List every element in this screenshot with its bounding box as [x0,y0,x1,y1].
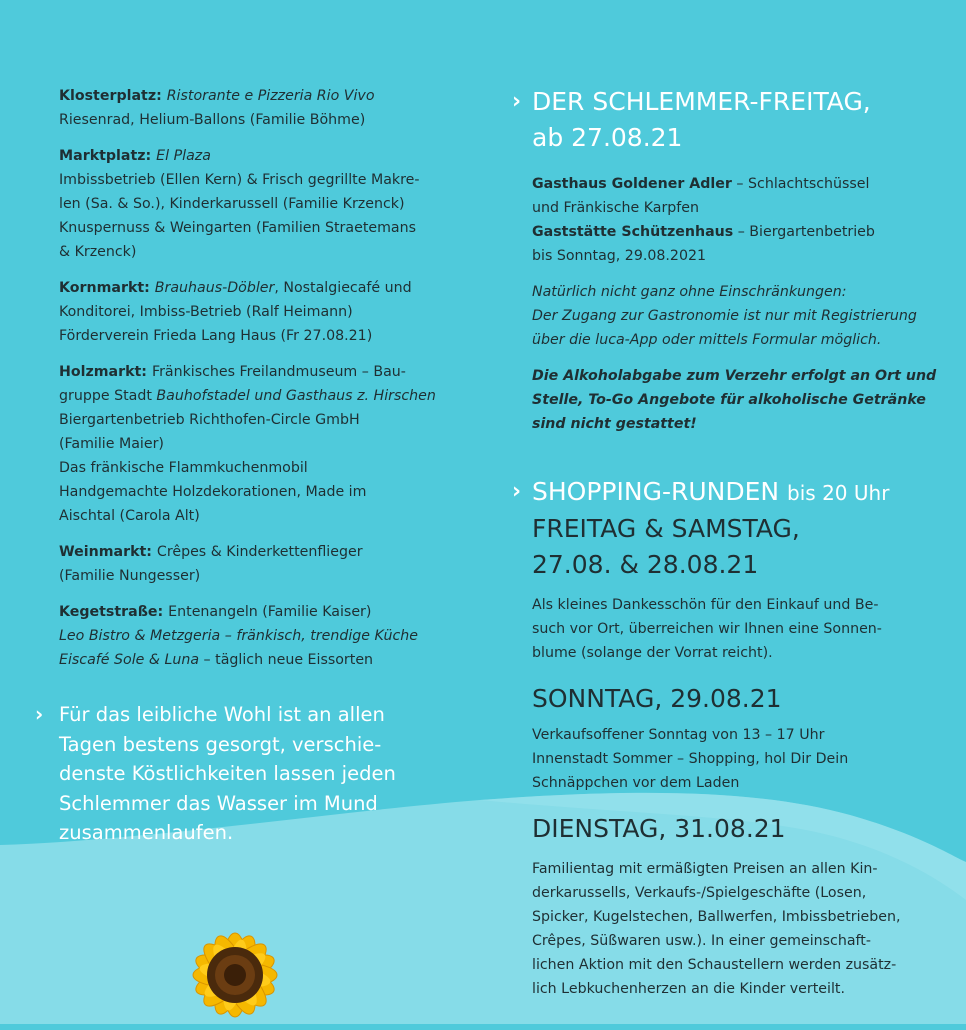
location-block [59,276,449,348]
text-line [59,84,449,108]
location-label: Holzmarkt: [59,364,152,380]
left-column [59,84,449,684]
text-segment: – Schlachtschüssel [731,176,870,192]
text-segment: Eiscafé Sole & Luna [59,652,200,668]
intro-line: Schlemmer das Wasser im Mund [59,791,378,815]
text-line [59,480,449,504]
sunday-title: SONNTAG, 29.08.21 [532,684,782,713]
text-segment: bis Sonntag, 29.08.2021 [532,248,707,264]
text-line [59,456,449,480]
schlemmer-venues [512,172,932,268]
text-line [59,324,449,348]
text-line [59,108,449,132]
sunflower-image [150,890,320,1030]
text-line [532,244,932,268]
location-label: Marktplatz: [59,148,157,164]
text-line [59,276,449,300]
text-line [59,144,449,168]
chevron-right-icon: › [512,89,522,114]
text-segment: Konditorei, Imbiss-Betrieb (Ralf Heimann) [59,304,353,320]
shopping-title: › SHOPPING-RUNDEN bis 20 Uhr [512,474,932,511]
text-line [59,648,449,672]
tuesday-text: Familientag mit ermäßigten Preisen an allen Kin- derkarussells, Verkaufs-/Spielgeschäfte (Losen, Spicker, Kugelstechen, Ballwerfen, Imbissbetrieben, Crêpes, Süßwaren usw.). In einer gemeinschaft- lichen Aktion mit den Schaustellern werden zusätz- lich Lebkuchenherzen an die Kinder verteilt. [532,861,901,997]
location-label: Klosterplatz: [59,88,167,104]
text-segment: , Nostalgiecafé und [274,280,412,296]
text-line [59,504,449,528]
text-segment: Riesenrad, Helium-Ballons (Familie Böhme) [59,112,366,128]
text-line [532,172,932,196]
text-segment: (Familie Nungesser) [59,568,201,584]
text-line [59,216,449,240]
text-segment: (Familie Maier) [59,436,164,452]
sunday-text: Verkaufsoffener Sonntag von 13 – 17 Uhr Innenstadt Sommer – Shopping, hol Dir Dein Schnäppchen vor dem Laden [532,727,849,791]
location-label: Weinmarkt: [59,544,157,560]
text-line [59,432,449,456]
right-column [512,84,937,1001]
intro-line: Für das leibliche Wohl ist an allen [59,703,385,726]
text-segment: Knuspernuss & Weingarten (Familien Straetemans [59,220,417,236]
text-line [59,384,449,408]
text-segment: Förderverein Frieda Lang Haus (Fr 27.08.21) [59,328,373,344]
location-block [59,84,449,132]
text-segment: Brauhaus-Döbler [154,280,275,296]
text-segment: gruppe Stadt [59,388,157,404]
text-line [59,624,449,648]
text-line [59,240,449,264]
chevron-right-icon: › [512,479,522,504]
alcohol-warning: Die Alkoholabgabe zum Verzehr erfolgt an Ort und Stelle, To-Go Angebote für alkoholische Getränke sind nicht gestattet! [532,368,937,432]
intro-line: zusammenlaufen. [59,821,234,844]
schlemmer-title: › DER SCHLEMMER-FREITAG, ab 27.08.21 [512,84,932,156]
location-label: Kegetstraße: [59,604,169,620]
chevron-right-icon: › [35,702,44,726]
text-line [59,600,449,624]
text-line [59,168,449,192]
schlemmer-notice: Natürlich nicht ganz ohne Einschränkungen: Der Zugang zur Gastronomie ist nur mit Registrierung über die luca-App oder mittels Formular möglich. [532,284,917,348]
text-segment: Handgemachte Holzdekorationen, Made im [59,484,367,500]
location-label: Gaststätte Schützenhaus [532,224,734,240]
text-line [59,360,449,384]
text-line [532,220,932,244]
location-block [59,540,449,588]
text-line [59,564,449,588]
intro-line: denste Köstlichkeiten lassen jeden [59,762,396,785]
text-line [59,300,449,324]
location-label: Gasthaus Goldener Adler [532,176,732,192]
text-segment: – täglich neue Eissorten [199,652,374,668]
location-block [59,360,449,528]
text-segment: Das fränkische Flammkuchenmobil [59,460,308,476]
location-block [59,600,449,672]
text-line [532,196,932,220]
text-segment: Imbissbetrieb (Ellen Kern) & Frisch gegrillte Makre- [59,172,420,188]
text-segment: & Krzenck) [59,244,137,260]
text-line [59,192,449,216]
location-block [59,144,449,264]
tuesday-title: DIENSTAG, 31.08.21 [532,814,786,843]
text-line [59,408,449,432]
intro-line: Tagen bestens gesorgt, verschie- [59,732,382,756]
text-line [59,540,449,564]
text-segment: Bauhofstadel und Gasthaus z. Hirschen [156,388,436,404]
shopping-days: FREITAG & SAMSTAG, 27.08. & 28.08.21 [532,514,800,579]
text-segment: Entenangeln (Familie Kaiser) [168,604,372,620]
text-segment: len (Sa. & So.), Kinderkarussell (Familie Krzenck) [59,196,405,212]
text-segment: Biergartenbetrieb Richthofen-Circle GmbH [59,412,360,428]
text-segment: El Plaza [156,148,211,164]
text-segment: Ristorante e Pizzeria Rio Vivo [166,88,375,104]
text-segment: Fränkisches Freilandmuseum – Bau- [151,364,406,380]
text-segment: – Biergartenbetrieb [733,224,875,240]
text-segment: Leo Bistro & Metzgeria – fränkisch, trendige Küche [59,628,418,644]
text-segment: und Fränkische Karpfen [532,200,700,216]
shopping-text: Als kleines Dankesschön für den Einkauf und Be- such vor Ort, überreichen wir Ihnen eine Sonnen- blume (solange der Vorrat reicht). [532,597,882,661]
intro-paragraph [35,700,479,848]
text-segment: Aischtal (Carola Alt) [59,508,200,524]
location-label: Kornmarkt: [59,280,155,296]
text-segment: Crêpes & Kinderkettenflieger [156,544,363,560]
